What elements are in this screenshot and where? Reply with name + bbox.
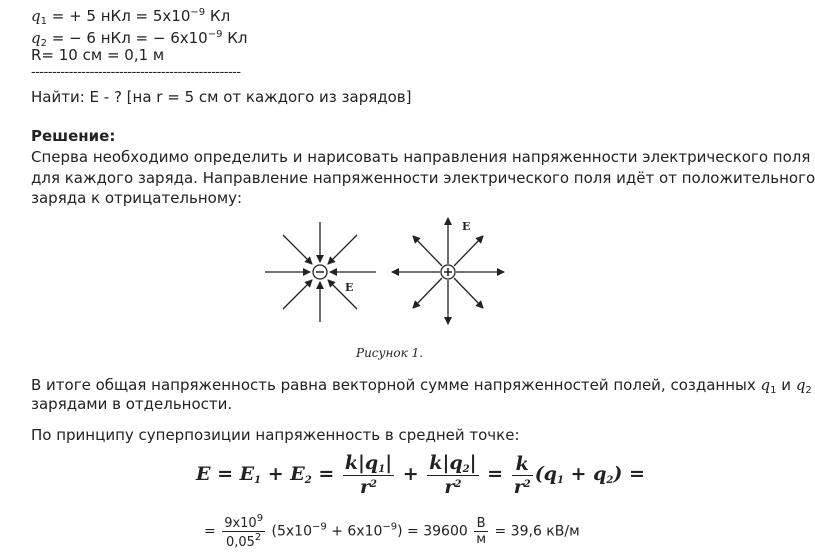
paragraph-2-line-1: В итоге общая напряженность равна векторной сумме напряженностей полей, созданных $q_1$ и $q_2$ [31, 376, 812, 396]
fraction-2: $\frac{k|q_2|}{r^2}$ [429, 452, 477, 498]
paragraph-1-line-1: Сперва необходимо определить и нарисовать направления напряженности электрического поля [31, 148, 811, 166]
solution-heading: Решение: [31, 127, 116, 145]
figure-caption: Рисунок 1. [356, 346, 424, 360]
fraction-1: $\frac{k|q_1|}{r^2}$ [344, 452, 393, 498]
given-r: R= 10 см = 0,1 м [31, 46, 165, 64]
given-q2: $q_2$ = − 6 нКл = − $6х10^{-9}$ Кл [31, 29, 248, 49]
field-arrow [283, 235, 312, 264]
field-arrow [454, 236, 483, 266]
field-arrow [413, 278, 442, 308]
paragraph-1-line-2: для каждого заряда. Направление напряженности электрического поля идёт от положительного [31, 169, 815, 187]
field-arrow [413, 236, 442, 266]
separator: -------------------------------------------------- [31, 65, 241, 80]
paragraph-1-line-3: заряда к отрицательному: [31, 189, 243, 207]
paragraph-3: По принципу суперпозиции напряженность в средней точке: [31, 426, 520, 444]
find-line: Найти: Е - ? [на r = 5 см от каждого из зарядов] [31, 88, 412, 106]
numeric-calculation: = $\frac{9х10^9}{0,05^2}$ $(5х10^{-9} + 6х10^{-9}) = 39600$ $\frac{В}{м}$ = 39,6 кВ/м [204, 513, 580, 550]
calc-fraction: $\frac{9х10^9}{0,05^2}$ [224, 513, 264, 550]
unit-fraction: $\frac{В}{м}$ [476, 516, 487, 547]
superposition-formula: $E = E_1 + E_2$ = $\frac{k|q_1|}{r^2}$ + $\frac{k|q_2|}{r^2}$ = $\frac{k}{r^2}$ $(q_1 + q_2)$ = [196, 452, 645, 498]
field-arrow [328, 235, 357, 264]
fraction-3: $\frac{k}{r^2}$ [513, 452, 531, 498]
given-q1: $q_1$ = + 5 нКл = $5х10^{-9}$ Кл [31, 7, 231, 27]
field-arrow [283, 280, 312, 309]
paragraph-2-line-2: зарядами в отдельности. [31, 395, 233, 413]
label-e-left: E [345, 281, 354, 294]
field-arrow [454, 278, 483, 308]
label-e-right: E [462, 220, 471, 233]
